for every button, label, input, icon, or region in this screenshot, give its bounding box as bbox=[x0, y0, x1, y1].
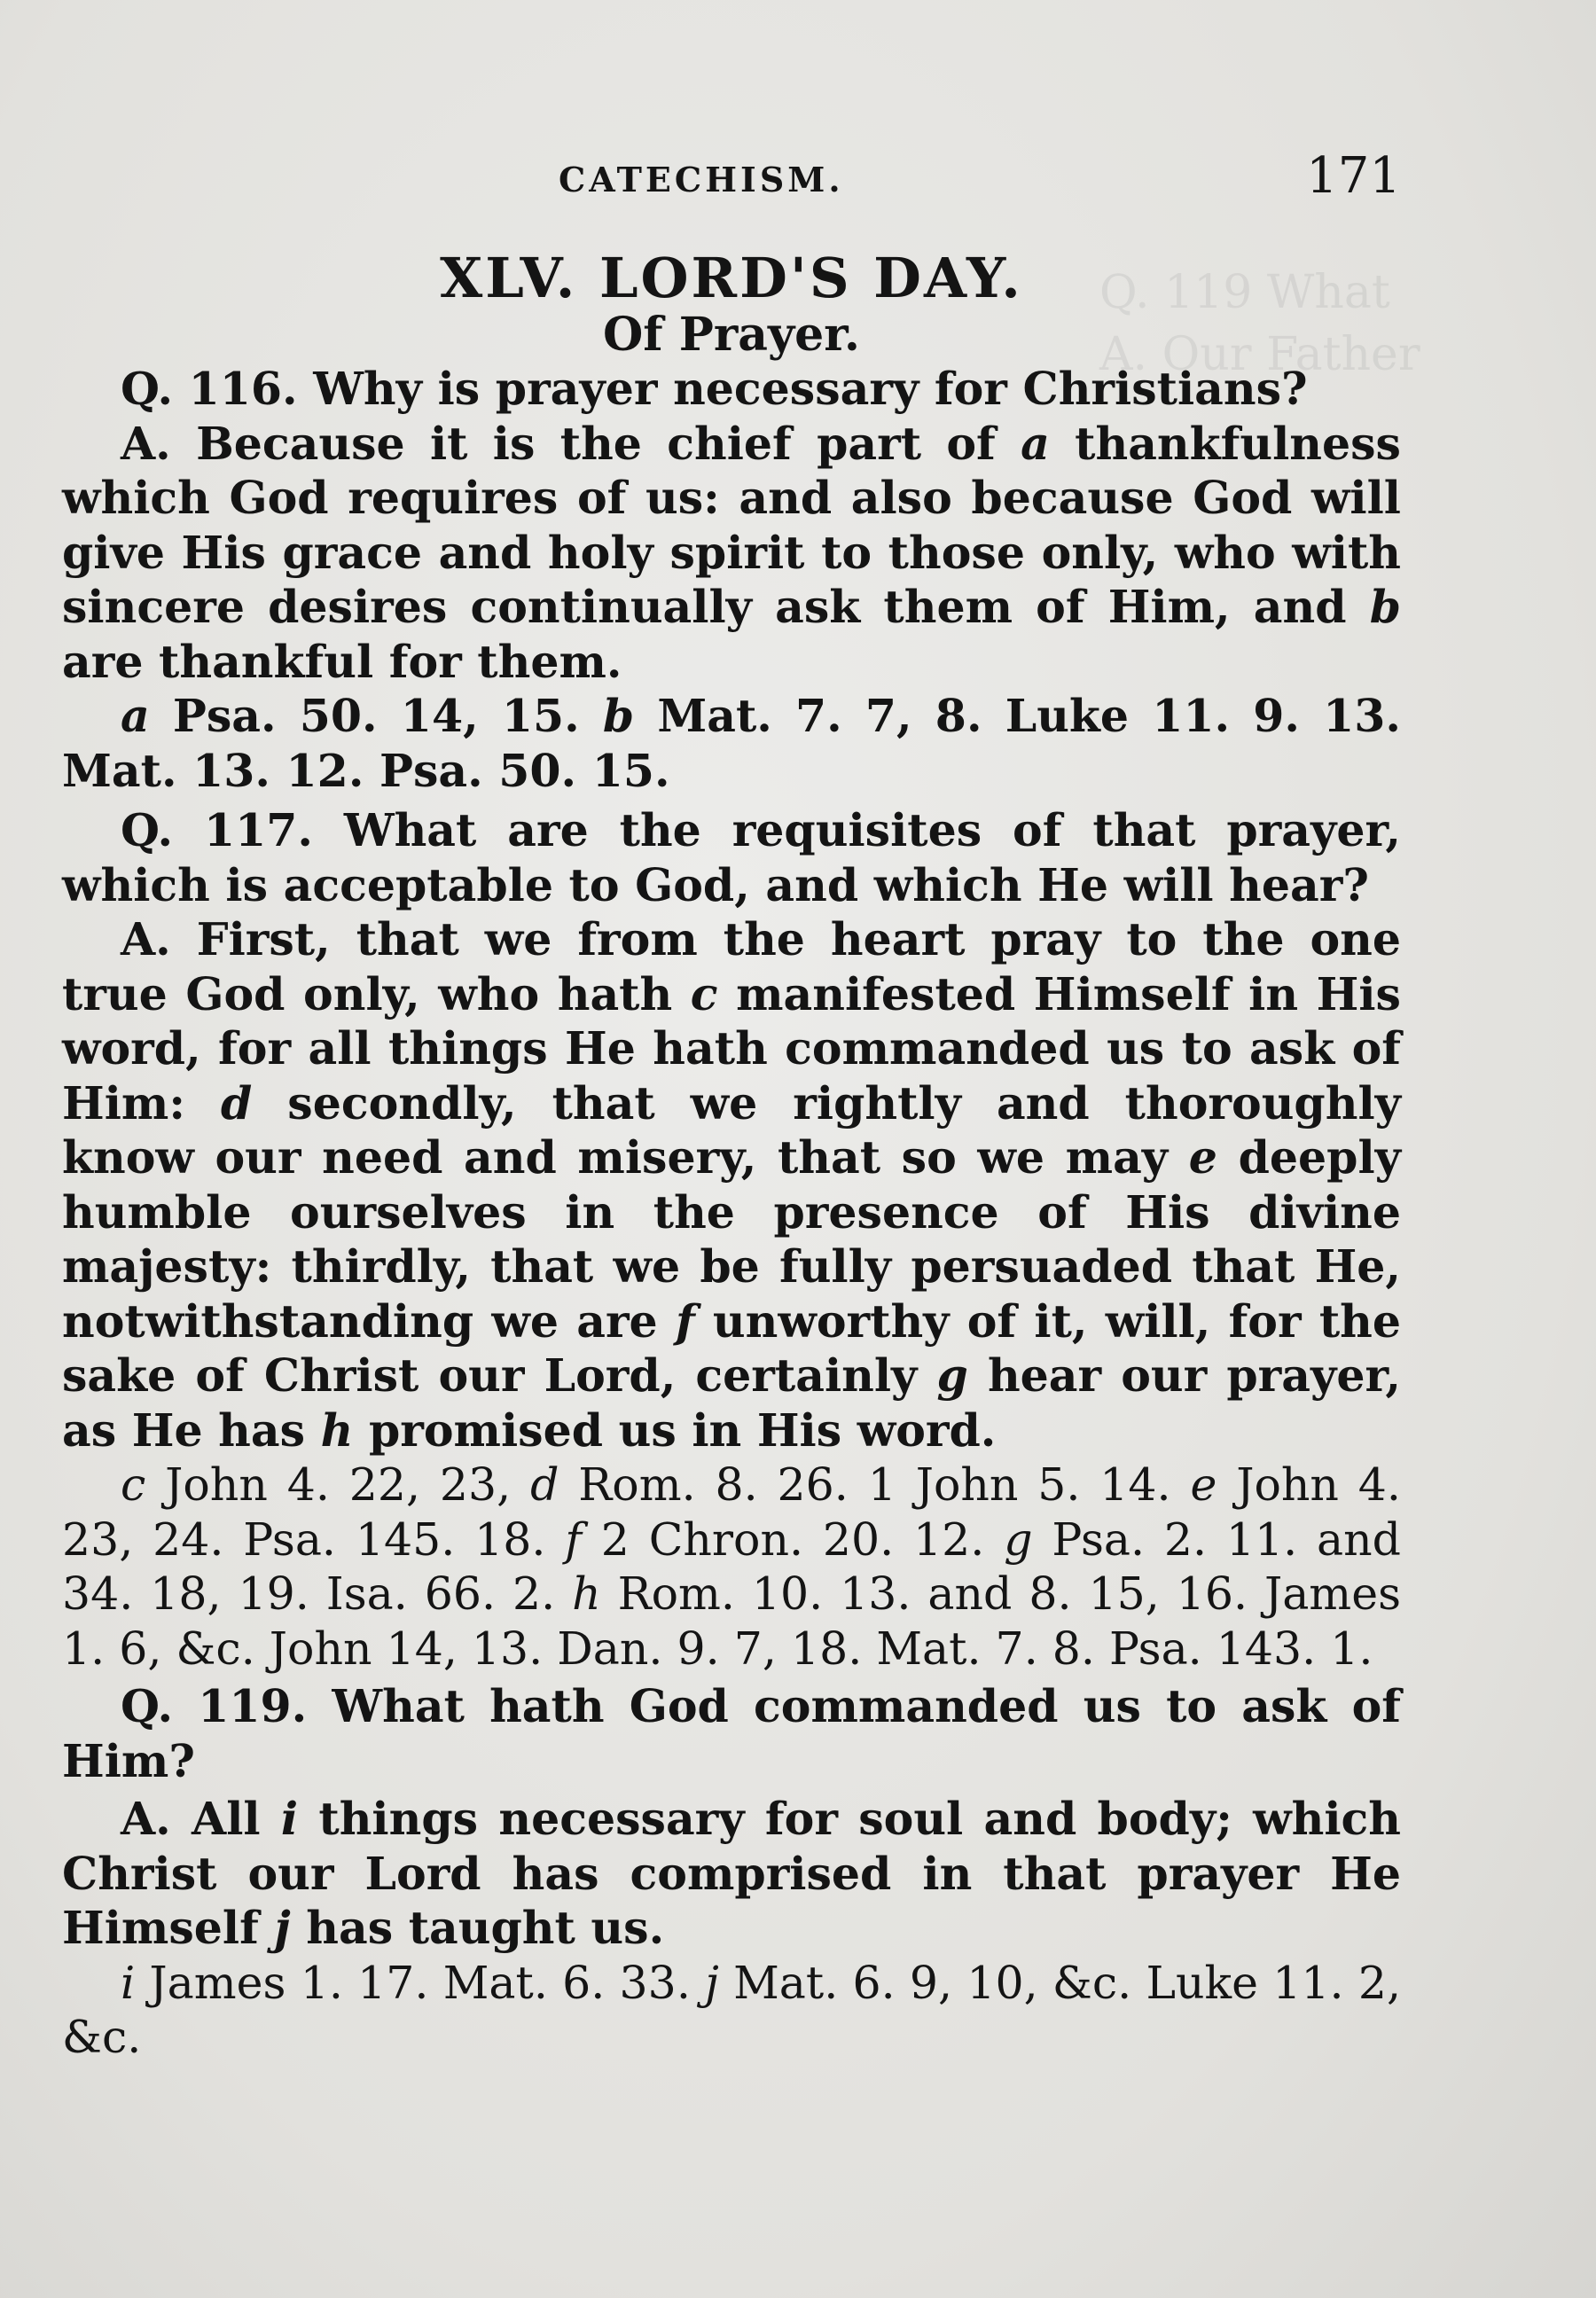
footnote-mark: b bbox=[1369, 581, 1401, 633]
answer-text: hear our prayer, as He has bbox=[62, 1349, 1401, 1457]
running-title: CATECHISM. bbox=[559, 160, 844, 199]
answer-119 bbox=[62, 1792, 1401, 1956]
footnote-mark: e bbox=[1190, 1458, 1217, 1511]
footnote-mark: f bbox=[675, 1294, 695, 1348]
footnote-mark: a bbox=[1021, 417, 1050, 470]
reference-text: John 4. 23, 24. Psa. 145. 18. bbox=[62, 1458, 1401, 1566]
reference-text: Mat. 7. 7, 8. Luke 11. 9. 13. Mat. 13. 12. Psa. 50. 15. bbox=[62, 690, 1401, 797]
footnote-mark: a bbox=[121, 690, 150, 742]
answer-text: A. First, that we from the heart pray to the one true God only, who hath bbox=[62, 913, 1401, 1020]
text-block bbox=[62, 147, 1402, 2065]
footnote-mark: b bbox=[602, 690, 635, 742]
show-through: A. Our Father bbox=[1099, 328, 1420, 381]
answer-text: manifested Himself in His word, for all things He hath commanded us to ask of Him: bbox=[62, 967, 1401, 1129]
question-116-text: Q. 116. Why is prayer necessary for Christians? bbox=[121, 363, 1308, 415]
footnote-mark: d bbox=[530, 1458, 559, 1511]
footnote-mark: e bbox=[1188, 1131, 1217, 1184]
answer-text: A. All bbox=[121, 1793, 261, 1845]
reference-text: Psa. 2. 11. and 34. 18, 19. Isa. 66. 2. bbox=[62, 1512, 1402, 1620]
answer-text: promised us in His word. bbox=[368, 1403, 997, 1457]
question-116 bbox=[62, 362, 1401, 417]
section-subtitle: Of Prayer. bbox=[603, 308, 860, 362]
answer-text: A. Because it is the chief part of bbox=[121, 417, 996, 470]
footnote-mark: i bbox=[121, 1956, 136, 2009]
reference-text: Psa. 50. 14, 15. bbox=[172, 690, 580, 742]
section-title: XLV. LORD'S DAY. bbox=[440, 246, 1023, 310]
question-119 bbox=[62, 1679, 1401, 1788]
answer-text: thankfulness which God requires of us: and also because God will give His grace and holy spirit to those only, who with sincere desires continually ask them of Him, and bbox=[62, 417, 1401, 633]
answer-text: unworthy of it, will, for the sake of Christ our Lord, certainly bbox=[62, 1294, 1401, 1402]
footnote-mark: c bbox=[121, 1458, 146, 1511]
answer-117 bbox=[62, 912, 1401, 1458]
running-head bbox=[62, 147, 1401, 213]
answer-text: has taught us. bbox=[306, 1902, 665, 1954]
reference-text: 2 Chron. 20. 12. bbox=[600, 1512, 985, 1566]
footnote-mark: h bbox=[320, 1403, 354, 1457]
question-119-text: Q. 119. What hath God commanded us to ask of Him? bbox=[62, 1680, 1401, 1787]
reference-text: Rom. 10. 13. and 8. 15, 16. James 1. 6, &c. John 14, 13. Dan. 9. 7, 18. Mat. 7. 8. Psa. 143. 1. bbox=[62, 1567, 1401, 1675]
footnote-mark: i bbox=[280, 1793, 299, 1845]
answer-text: are thankful for them. bbox=[62, 635, 622, 688]
reference-text: Rom. 8. 26. 1 John 5. 14. bbox=[578, 1458, 1171, 1511]
footnote-mark: h bbox=[572, 1567, 601, 1620]
page-number: 171 bbox=[1306, 147, 1401, 205]
footnote-mark: g bbox=[936, 1349, 968, 1402]
footnote-mark: g bbox=[1004, 1512, 1033, 1566]
footnote-mark: j bbox=[274, 1902, 291, 1954]
footnote-mark: j bbox=[705, 1956, 719, 2009]
references-116 bbox=[62, 689, 1401, 798]
reference-text: Mat. 6. 9, 10, &c. Luke 11. 2, &c. bbox=[62, 1956, 1402, 2063]
footnote-mark: c bbox=[690, 967, 718, 1020]
footnote-mark: d bbox=[220, 1076, 253, 1129]
reference-text: John 4. 22, 23, bbox=[165, 1458, 512, 1511]
footnote-mark: f bbox=[565, 1512, 582, 1566]
references-117 bbox=[62, 1458, 1401, 1676]
reference-text: James 1. 17. Mat. 6. 33. bbox=[149, 1956, 691, 2009]
question-117 bbox=[62, 803, 1401, 912]
show-through: Q. 119 What bbox=[1099, 266, 1390, 319]
answer-text: deeply humble ourselves in the presence of His divine majesty: thirdly, that we be fully persuaded that He, notwithstanding we are bbox=[62, 1131, 1401, 1348]
references-119 bbox=[62, 1956, 1401, 2065]
answer-116 bbox=[62, 417, 1401, 690]
question-117-text: Q. 117. What are the requisites of that prayer, which is acceptable to God, and which He will hear? bbox=[62, 804, 1401, 911]
answer-text: secondly, that we rightly and thoroughly know our need and misery, that so we may bbox=[62, 1076, 1401, 1184]
answer-text: things necessary for soul and body; which Christ our Lord has comprised in that prayer He Himself bbox=[62, 1793, 1401, 1954]
